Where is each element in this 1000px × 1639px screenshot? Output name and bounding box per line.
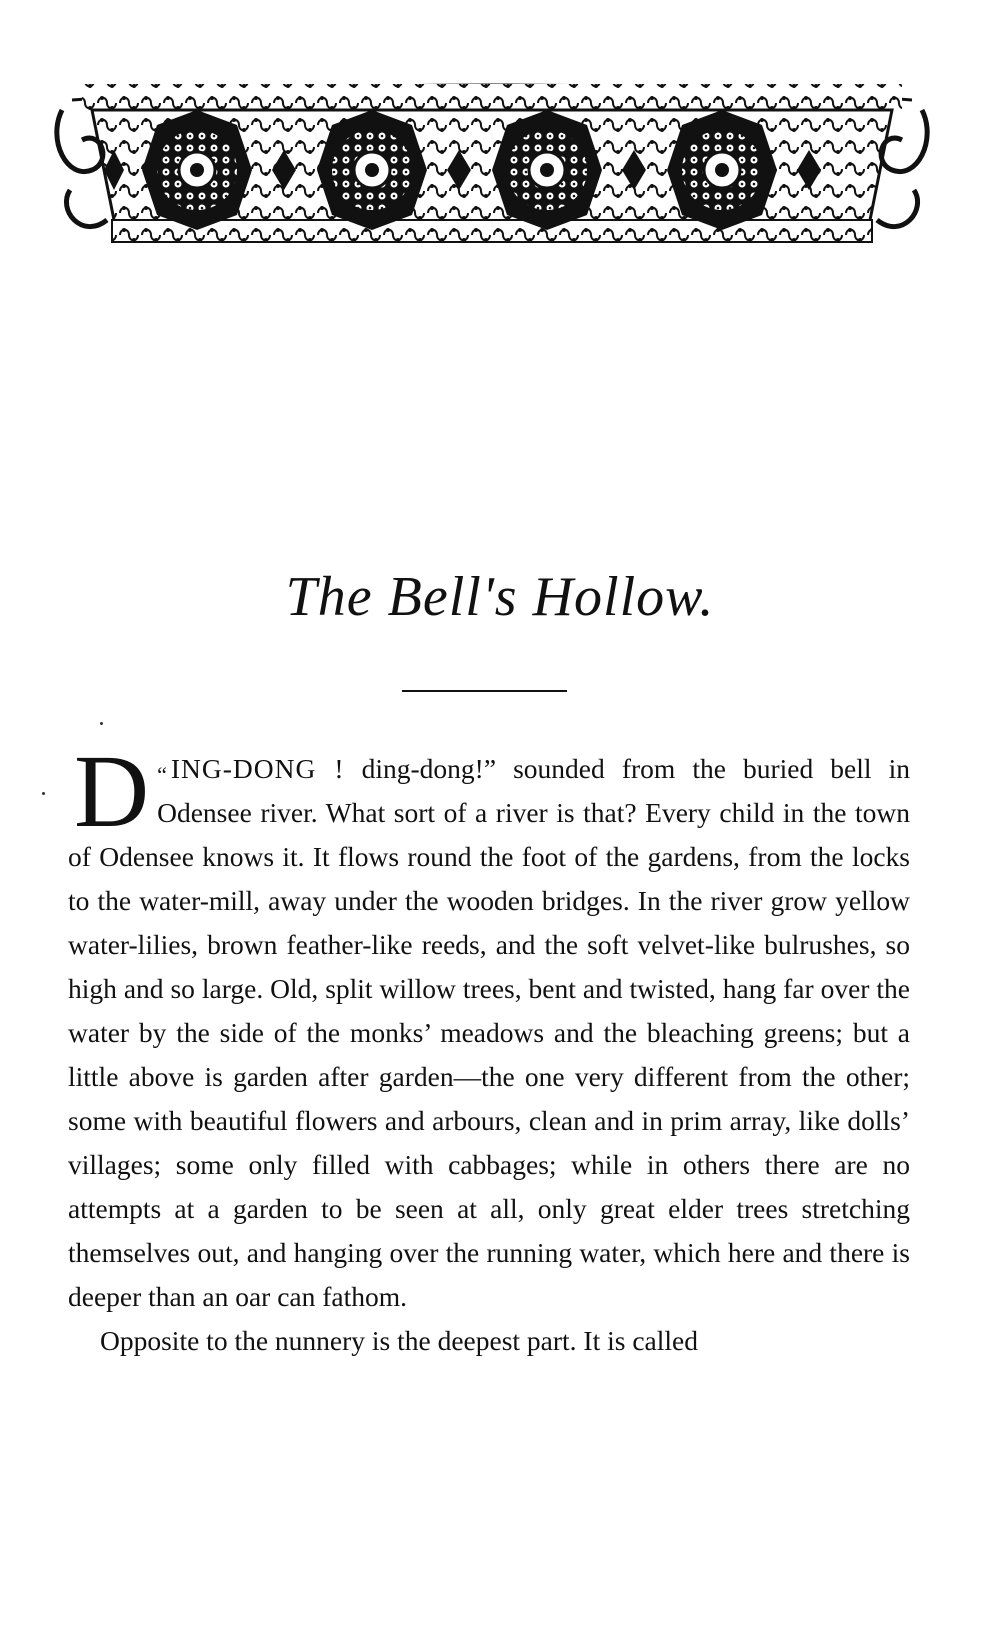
second-paragraph: Opposite to the nunnery is the deepest part. It is called — [100, 1325, 698, 1356]
first-word: ING-DONG ! — [170, 753, 345, 784]
print-speck — [100, 722, 103, 725]
first-paragraph-text: ding-dong!” sounded from the buried bell in Odensee river. What sort of a river is that? Every child in the town of Odensee knows it. It flows round the foot of the gardens, from the locks to the water-mill, away under the wooden bridges. In the river grow yellow water-lilies, brown feather-like reeds, and the soft velvet-like bulrushes, so high and so large. Old, split willow trees, bent and twisted, hang far over the water by the side of the monks’ meadows and the bleaching greens; but a little above is garden after garden—the one very different from the other; some with beautiful flowers and arbours, clean and in prim array, like dolls’ villages; some only filled with cabbages; while in others there are no attempts at a garden to be seen at all, only great elder trees stretching themselves out, and hanging over the running water, which here and there is deeper than an oar can fathom. — [68, 753, 910, 1312]
print-speck — [42, 792, 45, 795]
story-text — [68, 734, 910, 1363]
floral-ornament-band-icon — [52, 70, 932, 260]
opening-quote: “ — [157, 762, 167, 787]
title-divider — [402, 690, 567, 692]
chapter-title: The Bell's Hollow. — [285, 566, 715, 628]
drop-cap: D — [74, 734, 150, 849]
first-paragraph — [68, 734, 910, 1319]
